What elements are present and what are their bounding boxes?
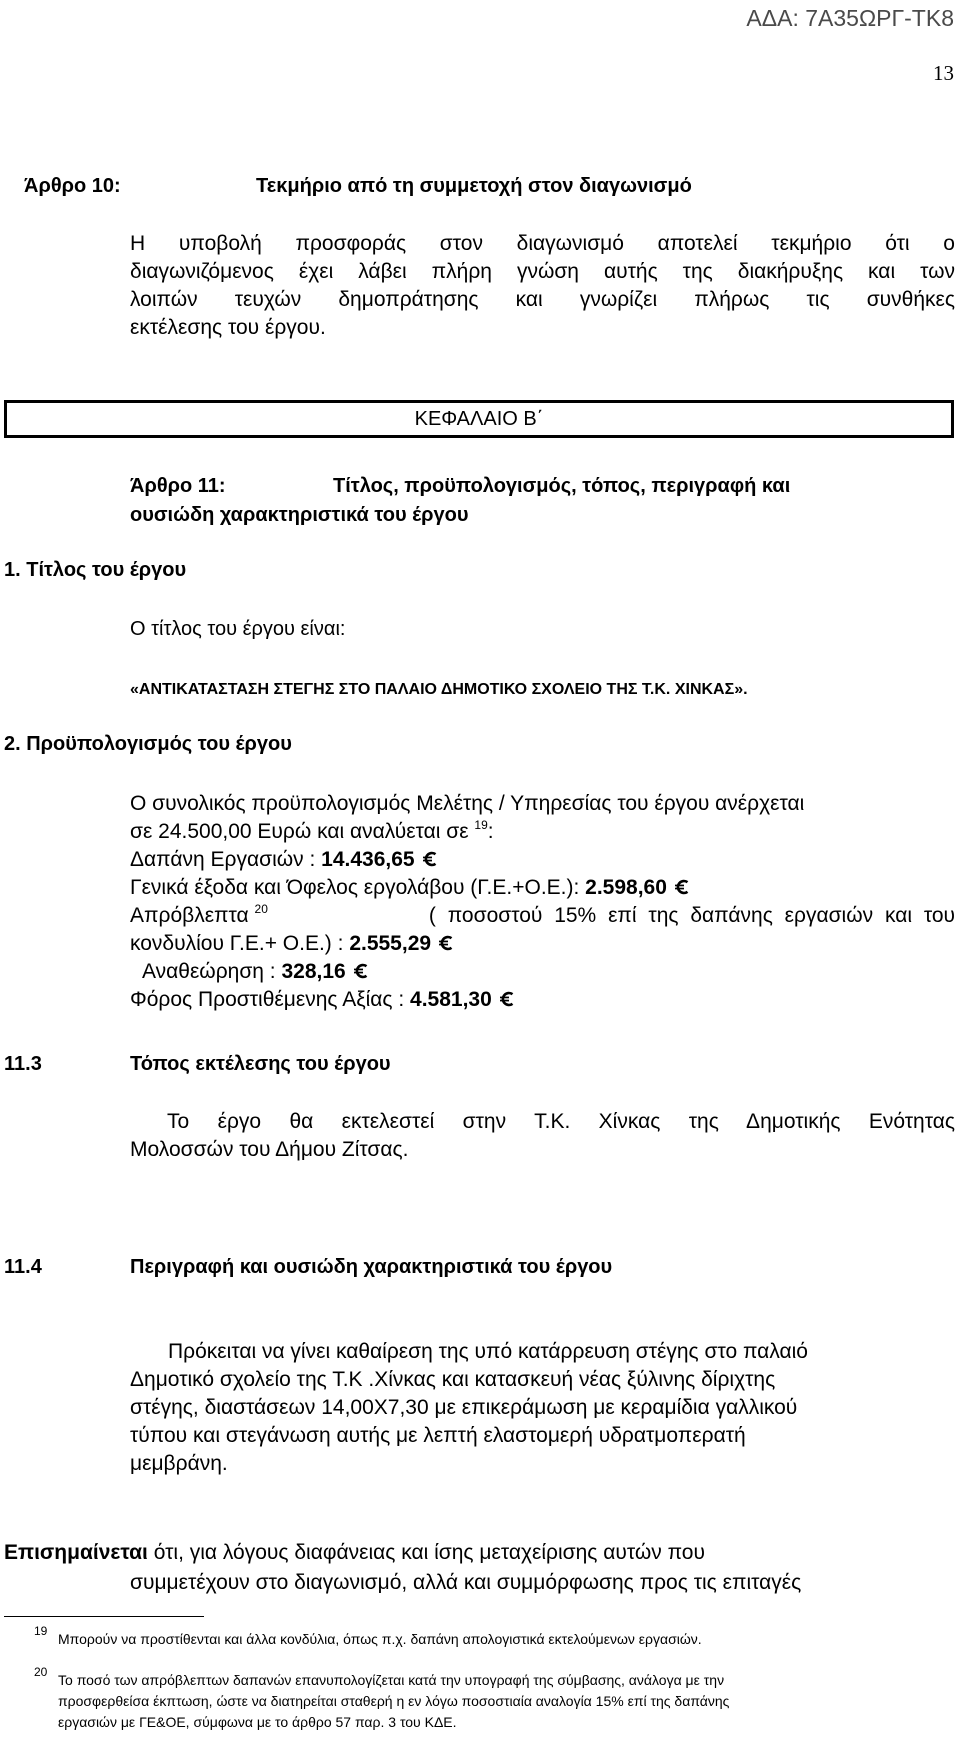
article10-label: Άρθρο 10:: [24, 175, 121, 197]
section4-heading: Περιγραφή και ουσιώδη χαρακτηριστικά του έργου: [130, 1256, 613, 1278]
footnote-20-line: προσφερθείσα έκπτωση, ώστε να διατηρείται σταθερή η εν λόγω ποσοστιαία αναλογία 15% επί της δαπάνης: [58, 1693, 730, 1709]
vat-value: 4.581,30: [410, 988, 492, 1011]
footnote-19-text: Μπορούν να προστίθενται και άλλα κονδύλια, όπως π.χ. δαπάνη απολογιστικά εκτελούμενων εργασιών.: [58, 1631, 702, 1647]
notice-line1: [4, 1539, 705, 1567]
article11-label: Άρθρο 11:: [130, 475, 226, 497]
section3-line1: Το έργο θα εκτελεστεί στην Τ.Κ. Χίνκας της Δημοτικής Ενότητας: [167, 1110, 955, 1133]
section2-heading: 2. Προϋπολογισμός του έργου: [4, 733, 292, 755]
section1-intro: Ο τίτλος του έργου είναι:: [130, 618, 346, 640]
overhead-label: Γενικά έξοδα και Όφελος εργολάβου (Γ.Ε.+Ο.Ε.):: [130, 876, 586, 899]
section4-line: στέγης, διαστάσεων 14,00Χ7,30 με επικεράμωση με κεραμίδια γαλλικού: [130, 1396, 798, 1419]
footnote-20-number: 20: [34, 1665, 48, 1679]
section3-number: 11.3: [4, 1053, 42, 1075]
budget-line2: [130, 818, 955, 846]
section3-paragraph: [130, 1108, 955, 1164]
works-cost-line: [130, 846, 955, 874]
ada-code: ΑΔΑ: 7Α35ΩΡΓ-ΤΚ8: [746, 5, 954, 31]
vat-label: Φόρος Προστιθέμενης Αξίας :: [130, 988, 411, 1011]
works-cost-label: Δαπάνη Εργασιών :: [130, 848, 322, 871]
euro-icon: [439, 935, 453, 951]
revision-value: 328,16: [281, 960, 346, 983]
article11-title-line1: Τίτλος, προϋπολογισμός, τόπος, περιγραφή και: [333, 475, 791, 497]
section4-line: μεμβράνη.: [130, 1452, 228, 1475]
overhead-line: [130, 874, 955, 902]
section4-paragraph: [130, 1338, 955, 1478]
works-cost-value: 14.436,65: [321, 848, 415, 871]
euro-icon: [500, 991, 514, 1007]
budget-block: [130, 790, 955, 1014]
article10-line: λοιπών τευχών δημοπράτησης και γνωρίζει πλήρως τις συνθήκες: [130, 288, 955, 311]
budget-line1: Ο συνολικός προϋπολογισμός Μελέτης / Υπηρεσίας του έργου ανέρχεται: [130, 792, 805, 815]
contingency-line2: [130, 930, 955, 958]
budget-total-text: σε 24.500,00 Ευρώ και αναλύεται σε: [130, 820, 469, 843]
contingency-label2: κονδυλίου Γ.Ε.+ Ο.Ε.) :: [130, 932, 350, 955]
page-number: 13: [933, 61, 954, 85]
footnote-ref-20: 20: [254, 902, 268, 916]
notice-bold: Επισημαίνεται: [4, 1541, 148, 1564]
footnote-ref-19: 19: [474, 818, 488, 832]
footnote-20-text: [58, 1670, 956, 1733]
footnote-19-number: 19: [34, 1624, 48, 1638]
notice-text: ότι, για λόγους διαφάνειας και ίσης μεταχείρισης αυτών που: [147, 1541, 705, 1564]
contingency-detail: ( ποσοστού 15% επί της δαπάνης εργασιών και του: [428, 904, 955, 927]
vat-line: [130, 986, 955, 1014]
project-title: «ΑΝΤΙΚΑΤΑΣΤΑΣΗ ΣΤΕΓΗΣ ΣΤΟ ΠΑΛΑΙΟ ΔΗΜΟΤΙΚΟ ΣΧΟΛΕΙΟ ΤΗΣ Τ.Κ. ΧΙΝΚΑΣ».: [130, 681, 748, 698]
section1-heading: 1. Τίτλος του έργου: [4, 559, 187, 581]
chapter-heading-box: [4, 400, 954, 438]
budget-line2-end: :: [487, 820, 494, 843]
euro-icon: [354, 963, 368, 979]
footnote-20-line: εργασιών με ΓΕ&ΟΕ, σύμφωνα με το άρθρο 57 παρ. 3 του ΚΔΕ.: [58, 1714, 457, 1730]
contingency-line1: [130, 902, 955, 930]
revision-line: [130, 958, 955, 986]
section3-line2: Μολοσσών του Δήμου Ζίτσας.: [130, 1138, 409, 1161]
article10-line: εκτέλεσης του έργου.: [130, 316, 326, 339]
article10-line: Η υποβολή προσφοράς στον διαγωνισμό αποτελεί τεκμήριο ότι ο: [130, 232, 955, 255]
section3-heading: Τόπος εκτέλεσης του έργου: [130, 1053, 391, 1075]
chapter-title: ΚΕΦΑΛΑΙΟ Β΄: [414, 408, 544, 430]
revision-label: Αναθεώρηση :: [142, 960, 282, 983]
article10-title: Τεκμήριο από τη συμμετοχή στον διαγωνισμό: [256, 175, 692, 197]
footnote-separator: [4, 1616, 204, 1617]
euro-icon: [675, 879, 689, 895]
notice-line2: συμμετέχουν στο διαγωνισμό, αλλά και συμμόρφωσης προς τις επιταγές: [130, 1571, 802, 1594]
article11-title-line2: ουσιώδη χαρακτηριστικά του έργου: [130, 504, 469, 526]
section4-line: Πρόκειται να γίνει καθαίρεση της υπό κατάρρευση στέγης στο παλαιό: [168, 1340, 808, 1363]
article10-line: διαγωνιζόμενος έχει λάβει πλήρη γνώση αυτής της διακήρυξης και των: [130, 260, 955, 283]
section4-line: Δημοτικό σχολείο της Τ.Κ .Χίνκας και κατασκευή νέας ξύλινης δίριχτης: [130, 1368, 776, 1391]
overhead-value: 2.598,60: [585, 876, 667, 899]
contingency-value: 2.555,29: [349, 932, 432, 955]
footnote-20-line: Το ποσό των απρόβλεπτων δαπανών επανυπολογίζεται κατά την υπογραφή της σύμβασης, ανάλογα με την: [58, 1672, 725, 1688]
section4-line: τύπου και στεγάνωση αυτής με λεπτή ελαστομερή υδρατμοπερατή: [130, 1424, 746, 1447]
article10-paragraph: [130, 230, 955, 342]
section4-number: 11.4: [4, 1256, 42, 1278]
euro-icon: [423, 851, 437, 867]
contingency-label: Απρόβλεπτα $^{20}$: [130, 902, 268, 927]
